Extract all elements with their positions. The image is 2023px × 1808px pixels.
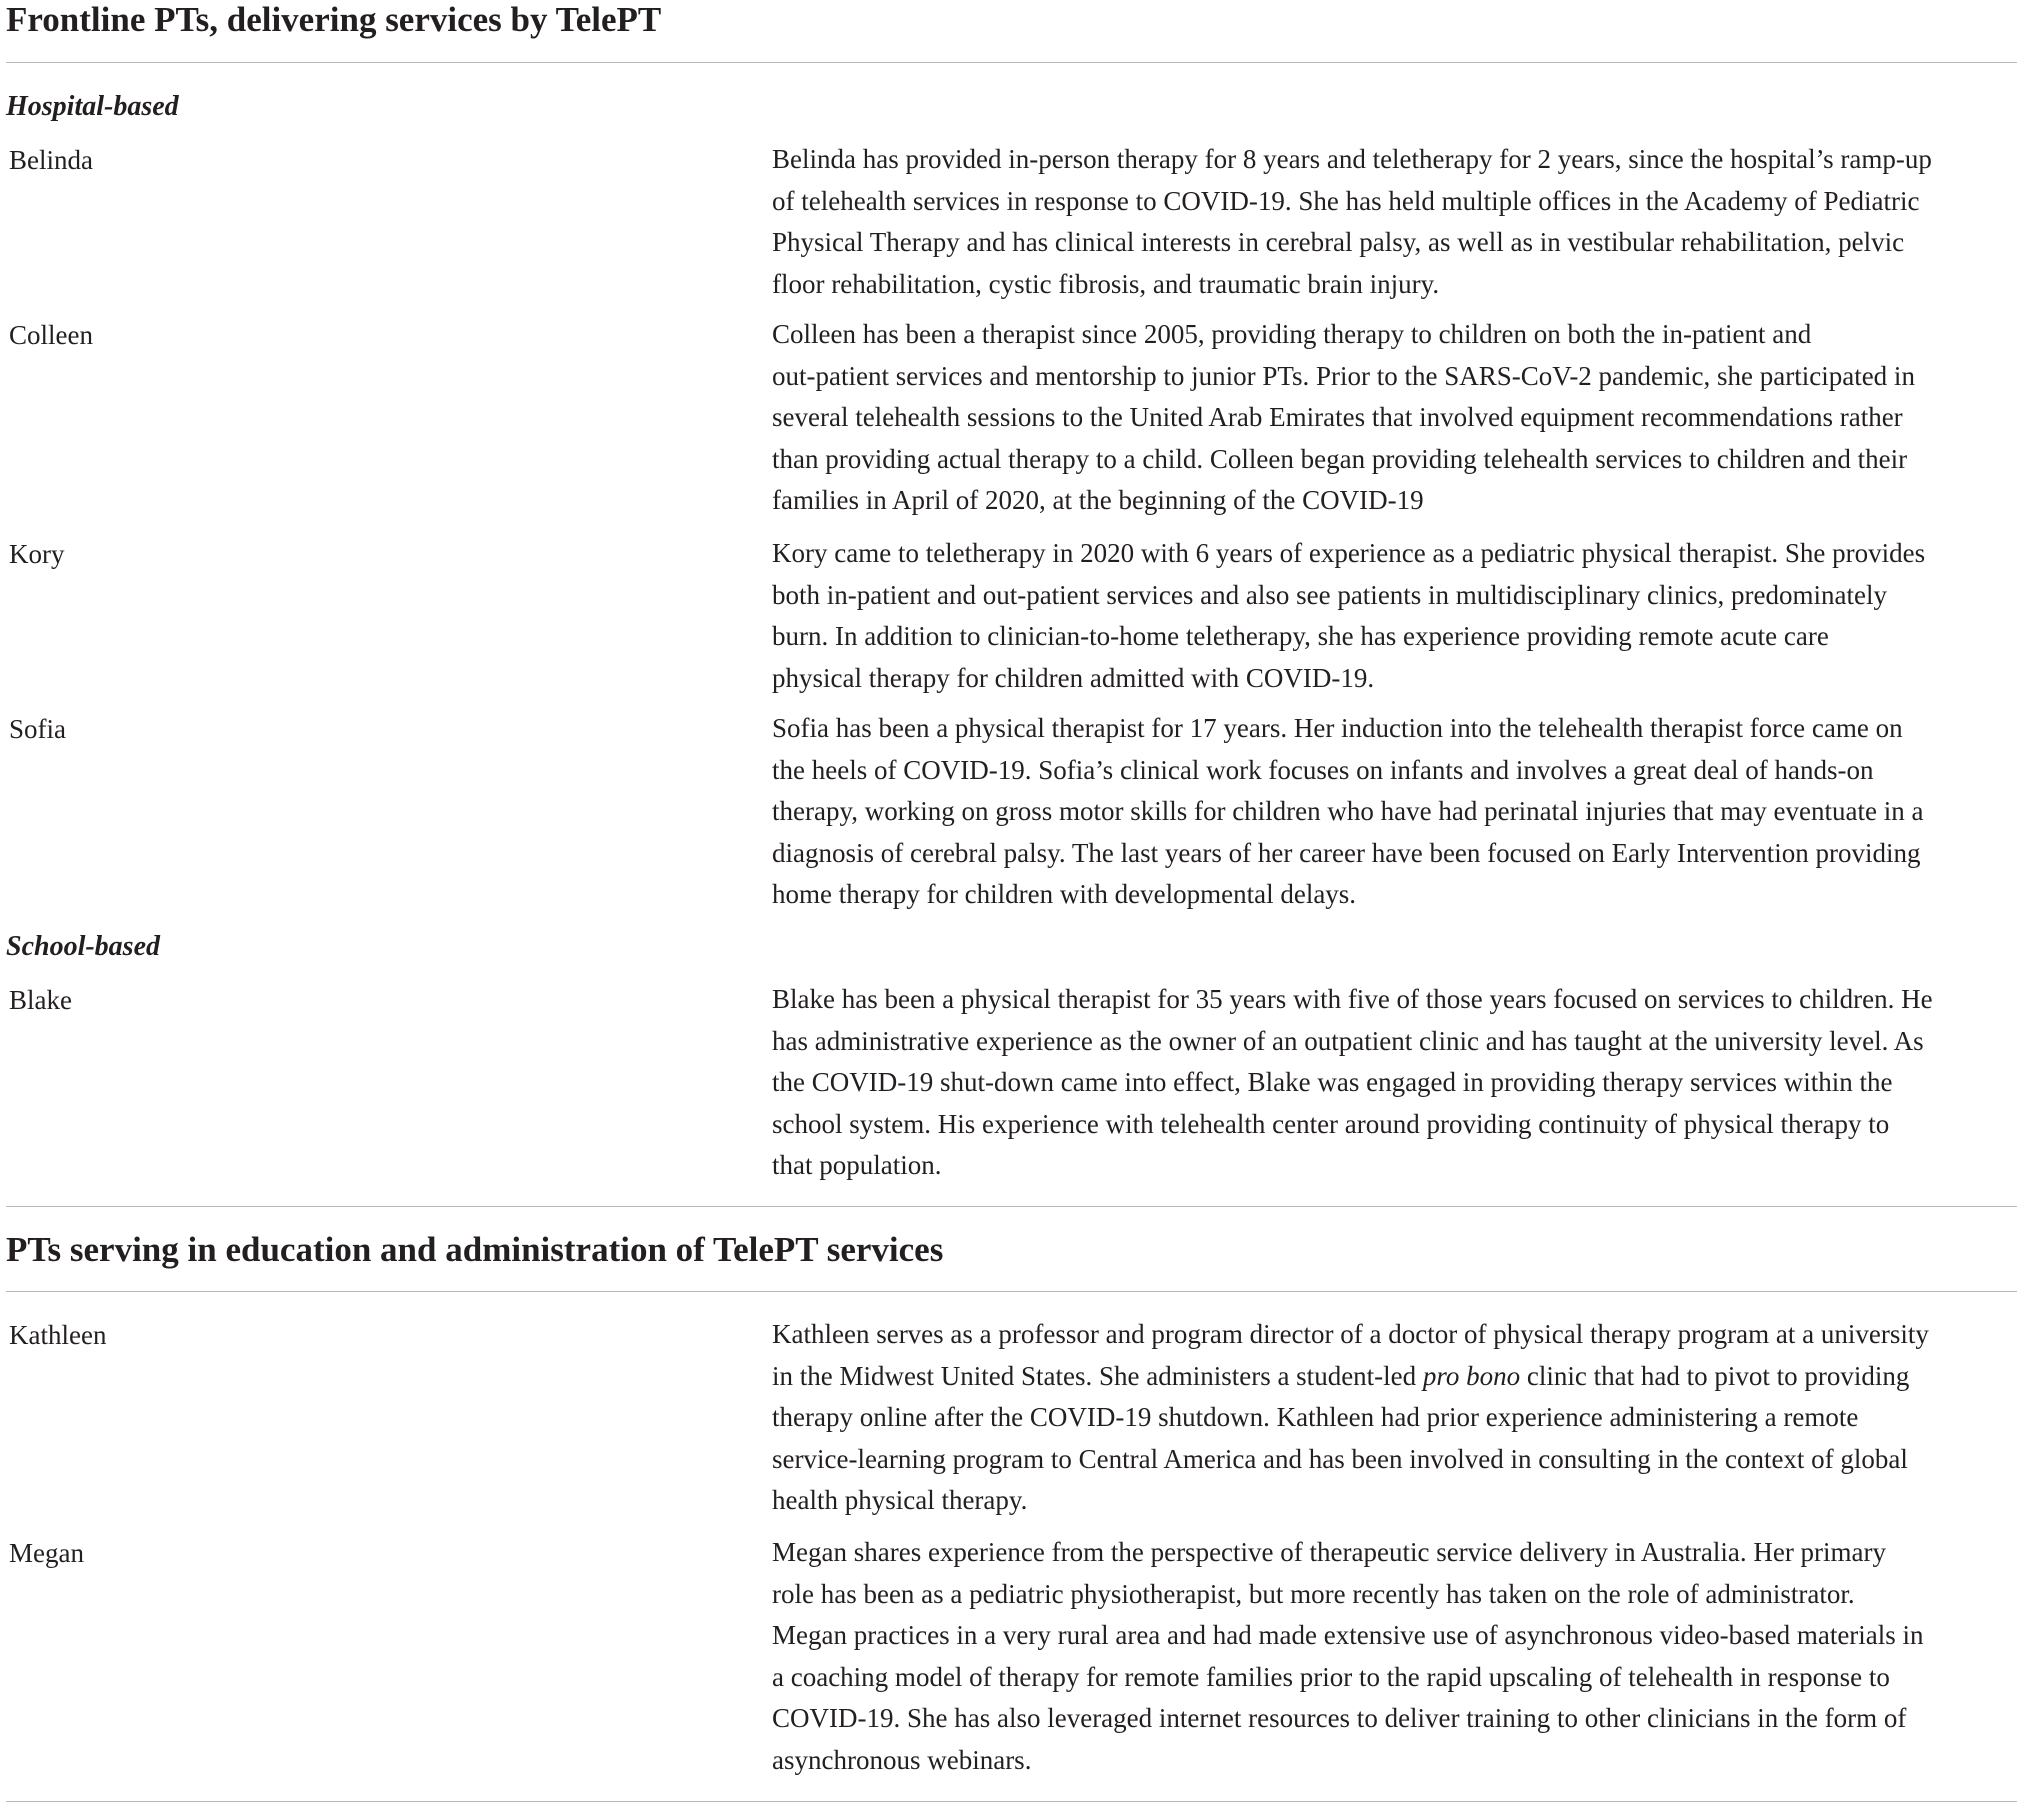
therapist-name-sofia: Sofia bbox=[9, 714, 66, 744]
section-divider bbox=[6, 62, 2017, 63]
description-line: home therapy for children with developmental delays. bbox=[772, 879, 1357, 910]
description-line: has administrative experience as the owner of an outpatient clinic and has taught at the university level. As bbox=[772, 1025, 1924, 1056]
description-line: health physical therapy. bbox=[772, 1485, 1028, 1516]
therapist-description-megan bbox=[772, 1532, 2017, 1782]
therapist-name-blake: Blake bbox=[9, 985, 72, 1015]
subhead-hospital-based: Hospital-based bbox=[6, 91, 179, 122]
description-line: Blake has been a physical therapist for 35 years with five of those years focused on services to children. He bbox=[772, 984, 1933, 1014]
description-line: Sofia has been a physical therapist for 17 years. Her induction into the telehealth therapist force came on bbox=[772, 713, 1903, 743]
description-line: out-patient services and mentorship to junior PTs. Prior to the SARS-CoV-2 pandemic, she participated in bbox=[772, 360, 1915, 391]
description-line: the heels of COVID-19. Sofia’s clinical work focuses on infants and involves a great deal of hands-on bbox=[772, 754, 1874, 785]
description-line: burn. In addition to clinician-to-home teletherapy, she has experience providing remote acute care bbox=[772, 621, 1829, 652]
description-line: role has been as a pediatric physiotherapist, but more recently has taken on the role of administrator. bbox=[772, 1578, 1855, 1609]
description-line: that population. bbox=[772, 1150, 942, 1181]
description-line: than providing actual therapy to a child. Colleen began providing telehealth services to children and their bbox=[772, 443, 1908, 474]
therapist-description-blake bbox=[772, 979, 2017, 1187]
section-title-frontline: Frontline PTs, delivering services by TelePT bbox=[6, 0, 662, 39]
therapist-name-colleen: Colleen bbox=[9, 320, 93, 350]
description-line: Megan practices in a very rural area and had made extensive use of asynchronous video-based materials in bbox=[772, 1620, 1924, 1651]
section-divider bbox=[6, 1291, 2017, 1292]
description-line: physical therapy for children admitted with COVID-19. bbox=[772, 662, 1375, 693]
description-text: clinic that had to pivot to providing bbox=[1520, 1360, 1910, 1391]
description-line: the COVID-19 shut-down came into effect, Blake was engaged in providing therapy services within the bbox=[772, 1067, 1893, 1098]
therapist-name-belinda: Belinda bbox=[9, 145, 93, 175]
description-line bbox=[772, 1356, 2017, 1398]
section-divider bbox=[6, 1206, 2017, 1207]
description-line: families in April of 2020, at the beginning of the COVID-19 bbox=[772, 485, 1424, 516]
description-line: school system. His experience with telehealth center around providing continuity of physical therapy to bbox=[772, 1108, 1890, 1139]
therapist-description-belinda bbox=[772, 139, 2017, 305]
description-line: of telehealth services in response to COVID-19. She has held multiple offices in the Academy of Pediatric bbox=[772, 185, 1920, 216]
section-title-education-administration: PTs serving in education and administration of TelePT services bbox=[6, 1230, 944, 1269]
description-line: several telehealth sessions to the United Arab Emirates that involved equipment recommendations rather bbox=[772, 402, 1903, 433]
description-line: Kathleen serves as a professor and program director of a doctor of physical therapy program at a university bbox=[772, 1319, 1929, 1349]
therapist-description-kory bbox=[772, 533, 2017, 699]
therapist-name-kathleen: Kathleen bbox=[9, 1320, 107, 1350]
description-line: a coaching model of therapy for remote families prior to the rapid upscaling of telehealth in response to bbox=[772, 1661, 1890, 1692]
description-text: in the Midwest United States. She administers a student-led bbox=[772, 1360, 1423, 1391]
description-line: Colleen has been a therapist since 2005, providing therapy to children on both the in-patient and bbox=[772, 319, 1812, 349]
therapist-name-kory: Kory bbox=[9, 539, 65, 569]
description-line: diagnosis of cerebral palsy. The last years of her career have been focused on Early Intervention providing bbox=[772, 837, 1921, 868]
description-line: Megan shares experience from the perspective of therapeutic service delivery in Australia. Her primary bbox=[772, 1537, 1887, 1567]
subhead-school-based: School-based bbox=[6, 931, 160, 962]
therapist-name-megan: Megan bbox=[9, 1538, 84, 1568]
description-line: therapy online after the COVID-19 shutdown. Kathleen had prior experience administering a remote bbox=[772, 1402, 1859, 1433]
description-line: floor rehabilitation, cystic fibrosis, and traumatic brain injury. bbox=[772, 268, 1440, 299]
therapist-description-sofia bbox=[772, 708, 2017, 916]
description-line: therapy, working on gross motor skills for children who have had perinatal injuries that may eventuate in a bbox=[772, 796, 1924, 827]
description-line: Kory came to teletherapy in 2020 with 6 years of experience as a pediatric physical therapist. She provides bbox=[772, 538, 1926, 568]
description-line: asynchronous webinars. bbox=[772, 1744, 1032, 1775]
description-line: Belinda has provided in-person therapy for 8 years and teletherapy for 2 years, since the hospital’s ramp-up bbox=[772, 144, 1932, 174]
description-line: service-learning program to Central America and has been involved in consulting in the context of global bbox=[772, 1443, 1908, 1474]
therapist-description-colleen bbox=[772, 314, 2017, 522]
description-line: COVID-19. She has also leveraged internet resources to deliver training to other clinicians in the form of bbox=[772, 1703, 1907, 1734]
description-line: Physical Therapy and has clinical interests in cerebral palsy, as well as in vestibular rehabilitation, pelvic bbox=[772, 227, 1905, 258]
italic-phrase: pro bono bbox=[1422, 1360, 1521, 1391]
therapist-description-kathleen bbox=[772, 1314, 2017, 1522]
section-divider bbox=[6, 1801, 2017, 1802]
description-line: both in-patient and out-patient services and also see patients in multidisciplinary clinics, predominately bbox=[772, 579, 1887, 610]
